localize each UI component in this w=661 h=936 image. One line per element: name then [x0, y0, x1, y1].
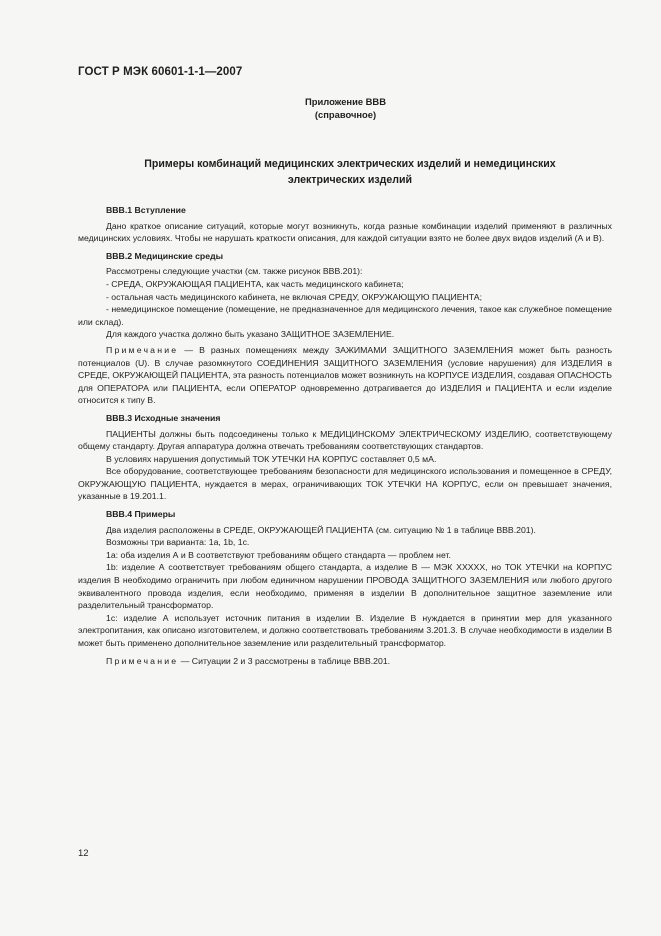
heading-bbb4: ВВВ.4 Примеры: [106, 509, 176, 520]
paragraph: Для каждого участка должно быть указано ЗАЩИТНОЕ ЗАЗЕМЛЕНИЕ.: [106, 329, 395, 340]
variant-1a: 1a: оба изделия А и В соответствуют требованиям общего стандарта — проблем нет.: [106, 549, 451, 560]
list-item: - СРЕДА, ОКРУЖАЮЩАЯ ПАЦИЕНТА, как часть медицинского кабинета;: [106, 278, 404, 289]
variant-1c: 1c: изделие А использует источник питания в изделии В. Изделие В нуждается в принятии мер для указанного электропитания, как описано изготовителем, и должно соответствовать требованиям 3.201.3. В случае необходимости в изделии В может быть применено дополнительное заземление или разделительный трансформатор.: [78, 612, 612, 648]
heading-bbb3: ВВВ.3 Исходные значения: [106, 412, 221, 423]
section-title: [110, 156, 590, 188]
list-item: - остальная часть медицинского кабинета, не включая СРЕДУ, ОКРУЖАЮЩУЮ ПАЦИЕНТА;: [106, 291, 482, 302]
section-title-line-2: электрических изделий: [287, 174, 413, 186]
note: [78, 655, 612, 668]
heading-bbb2: ВВВ.2 Медицинские среды: [106, 250, 224, 261]
paragraph: ПАЦИЕНТЫ должны быть подсоединены только к МЕДИЦИНСКОМУ ЭЛЕКТРИЧЕСКОМУ ИЗДЕЛИЮ, соответствующему общему стандарту. Другая аппаратура должна отвечать требованиям соответствующих стандартов.: [78, 428, 612, 452]
note-text: — В разных помещениях между ЗАЖИМАМИ ЗАЩИТНОГО ЗАЗЕМЛЕНИЯ может быть разность потенциалов (U). В случае разомкнутого СОЕДИНЕНИЯ ЗАЩИТНОГО ЗАЗЕМЛЕНИЯ (условие нарушения) для ИЗДЕЛИЯ в СРЕДЕ, ОКРУЖАЮЩЕЙ ПАЦИЕНТА, эта разность потенциалов может возникнуть на КОРПУСЕ ИЗДЕЛИЯ, создавая ОПАСНОСТЬ для ОПЕРАТОРА или ПАЦИЕНТА, если ОПЕРАТОР одновременно дотрагивается до ИЗДЕЛИЯ и ПАЦИЕНТА и если изделие относится к типу В.: [78, 344, 612, 406]
note-label: Примечание: [106, 655, 179, 666]
document-body: [78, 204, 612, 667]
variant-1b: 1b: изделие А соответствует требованиям общего стандарта, а изделие В — МЭК XXXXX, но ТОК УТЕЧКИ на КОРПУС изделия В необходимо ограничить при любом единичном нарушении ПРОВОДА ЗАЩИТНОГО ЗАЗЕМЛЕНИЯ или любого другого эквивалентного провода изделия, если необходимо, применяя в изделии В дополнительное защитное заземление или разделительный трансформатор.: [78, 562, 612, 611]
heading-bbb1: ВВВ.1 Вступление: [106, 205, 186, 215]
page-number: 12: [78, 848, 89, 859]
note: [78, 344, 612, 407]
paragraph: Все оборудование, соответствующее требованиям безопасности для медицинского использования и помещенное в СРЕДУ, ОКРУЖАЮЩУЮ ПАЦИЕНТА, нуждается в мерах, ограничивающих ТОК УТЕЧКИ НА КОРПУС, если он превышает значения, указанные в 19.201.1.: [78, 466, 612, 502]
paragraph: Возможны три варианта: 1а, 1b, 1c.: [106, 537, 250, 548]
appendix-type: (справочное): [314, 108, 377, 120]
appendix-title: Приложение ВВВ: [305, 96, 386, 107]
note-text: — Ситуации 2 и 3 рассмотрены в таблице ВВВ.201.: [178, 655, 391, 666]
paragraph: Дано краткое описание ситуаций, которые могут возникнуть, когда разные комбинации изделий применяют в различных медицинских условиях. Чтобы не нарушать краткости описания, для каждой ситуации взято не более двух видов изделий (А и В).: [78, 220, 612, 244]
list-item: - немедицинское помещение (помещение, не предназначенное для медицинского лечения, такое как служебное помещение или склад).: [78, 304, 612, 327]
paragraph: В условиях нарушения допустимый ТОК УТЕЧКИ НА КОРПУС составляет 0,5 мА.: [106, 453, 437, 464]
appendix-label: [0, 96, 661, 121]
paragraph: Рассмотрены следующие участки (см. также рисунок ВВВ.201):: [106, 266, 363, 277]
paragraph: Два изделия расположены в СРЕДЕ, ОКРУЖАЮЩЕЙ ПАЦИЕНТА (см. ситуацию № 1 в таблице ВВВ.201).: [106, 524, 536, 535]
section-title-line-1: Примеры комбинаций медицинских электрических изделий и немедицинских: [144, 158, 556, 170]
document-header: ГОСТ Р МЭК 60601-1-1—2007: [78, 66, 243, 78]
note-label: Примечание: [106, 344, 179, 355]
